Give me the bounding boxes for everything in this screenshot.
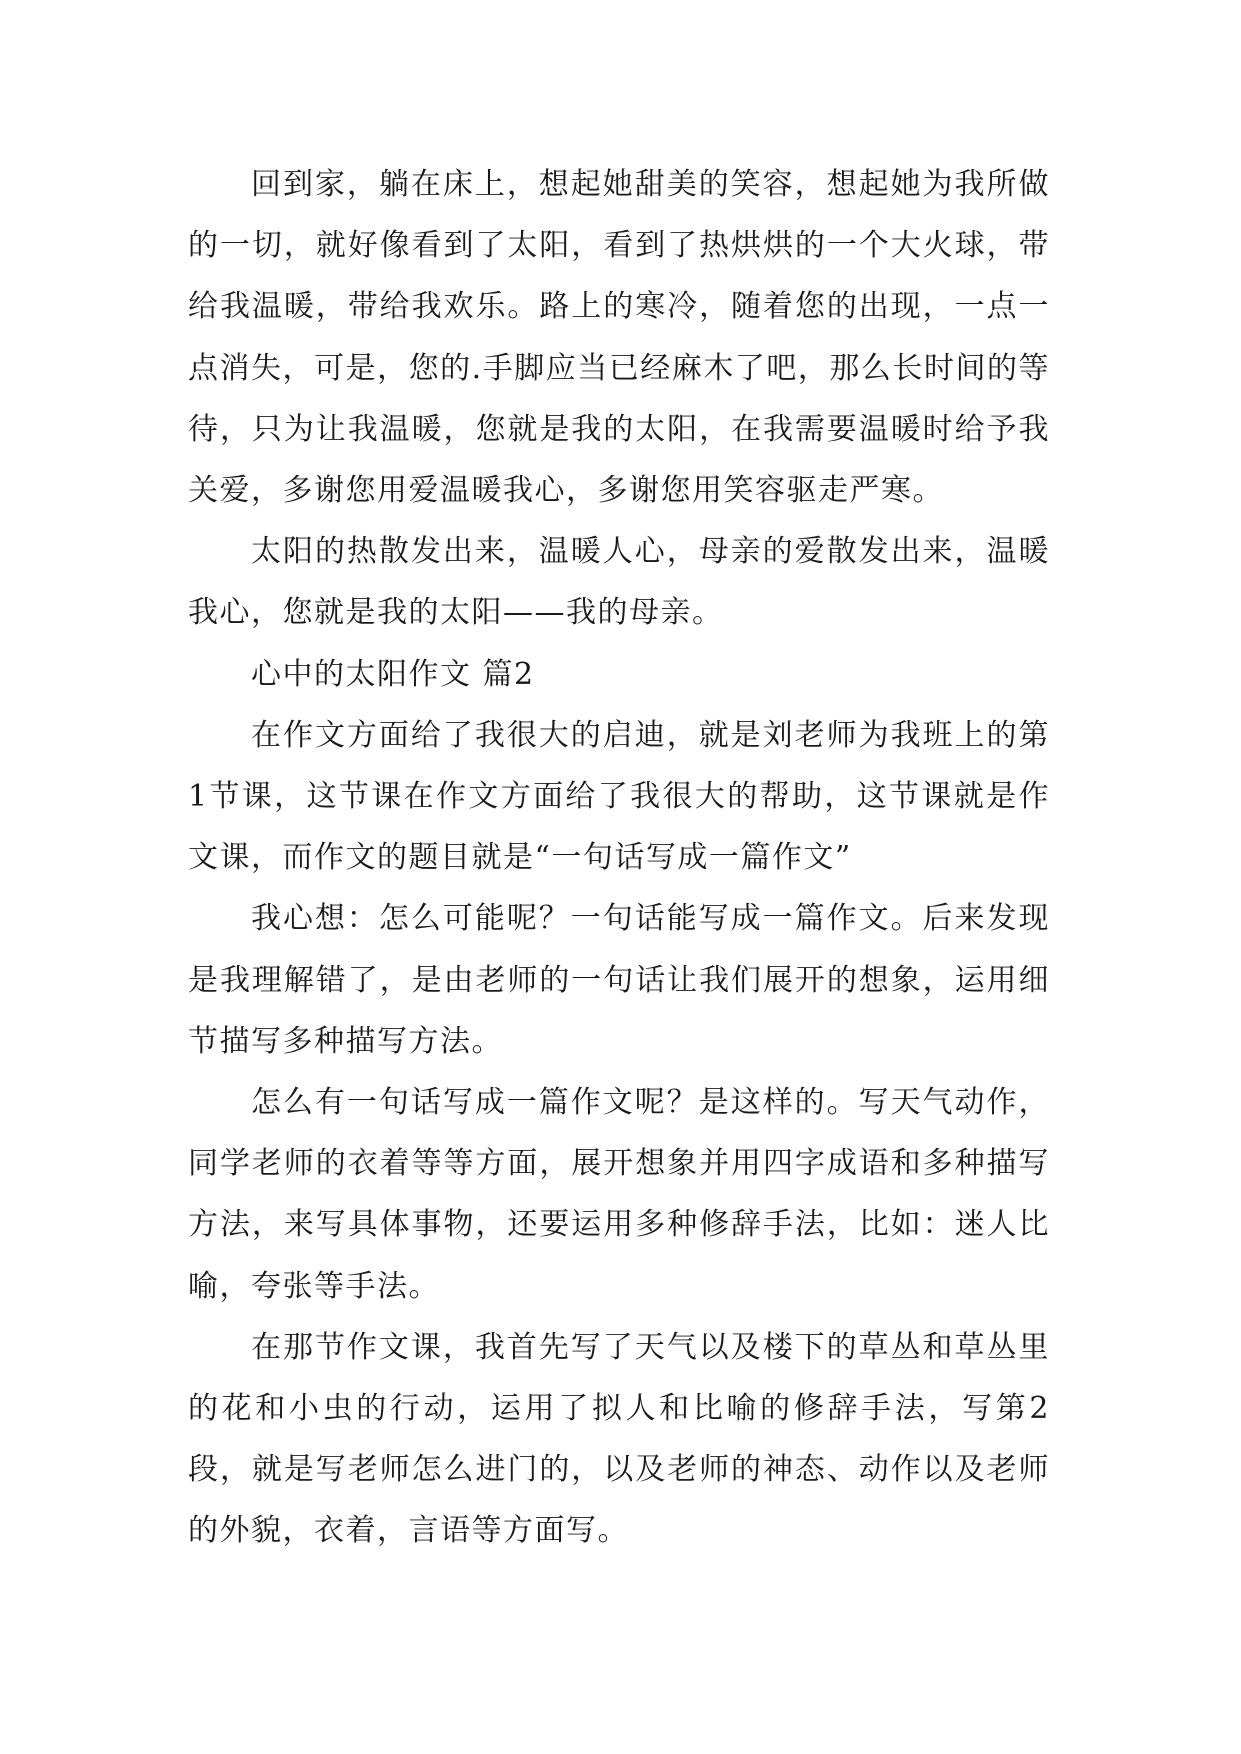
paragraph-6: 在那节作文课，我首先写了天气以及楼下的草丛和草丛里的花和小虫的行动，运用了拟人和比喻的修辞手法，写第2段，就是写老师怎么进门的，以及老师的神态、动作以及老师的外貌，衣着，言语等方面写。 xyxy=(188,1329,1050,1549)
paragraph-3: 在作文方面给了我很大的启迪，就是刘老师为我班上的第1节课，这节课在作文方面给了我很大的帮助，这节课就是作文课，而作文的题目就是“一句话写成一篇作文” xyxy=(188,717,1050,876)
paragraph-1: 回到家，躺在床上，想起她甜美的笑容，想起她为我所做的一切，就好像看到了太阳，看到了热烘烘的一个大火球，带给我温暖，带给我欢乐。路上的寒冷，随着您的出现，一点一点消失，可是，您的.手脚应当已经麻木了吧，那么长时间的等待，只为让我温暖，您就是我的太阳，在我需要温暖时给予我关爱，多谢您用爱温暖我心，多谢您用笑容驱走严寒。 xyxy=(188,167,1050,509)
document-body xyxy=(188,154,1050,1562)
section-heading: 心中的太阳作文 篇2 xyxy=(251,656,535,692)
paragraph-4: 我心想：怎么可能呢？一句话能写成一篇作文。后来发现是我理解错了，是由老师的一句话让我们展开的想象，运用细节描写多种描写方法。 xyxy=(188,901,1050,1059)
paragraph-2: 太阳的热散发出来，温暖人心，母亲的爱散发出来，温暖我心，您就是我的太阳——我的母亲。 xyxy=(188,534,1050,631)
paragraph-5: 怎么有一句话写成一篇作文呢？是这样的。写天气动作，同学老师的衣着等等方面，展开想象并用四字成语和多种描写方法，来写具体事物，还要运用多种修辞手法，比如：迷人比喻，夸张等手法。 xyxy=(188,1085,1050,1304)
